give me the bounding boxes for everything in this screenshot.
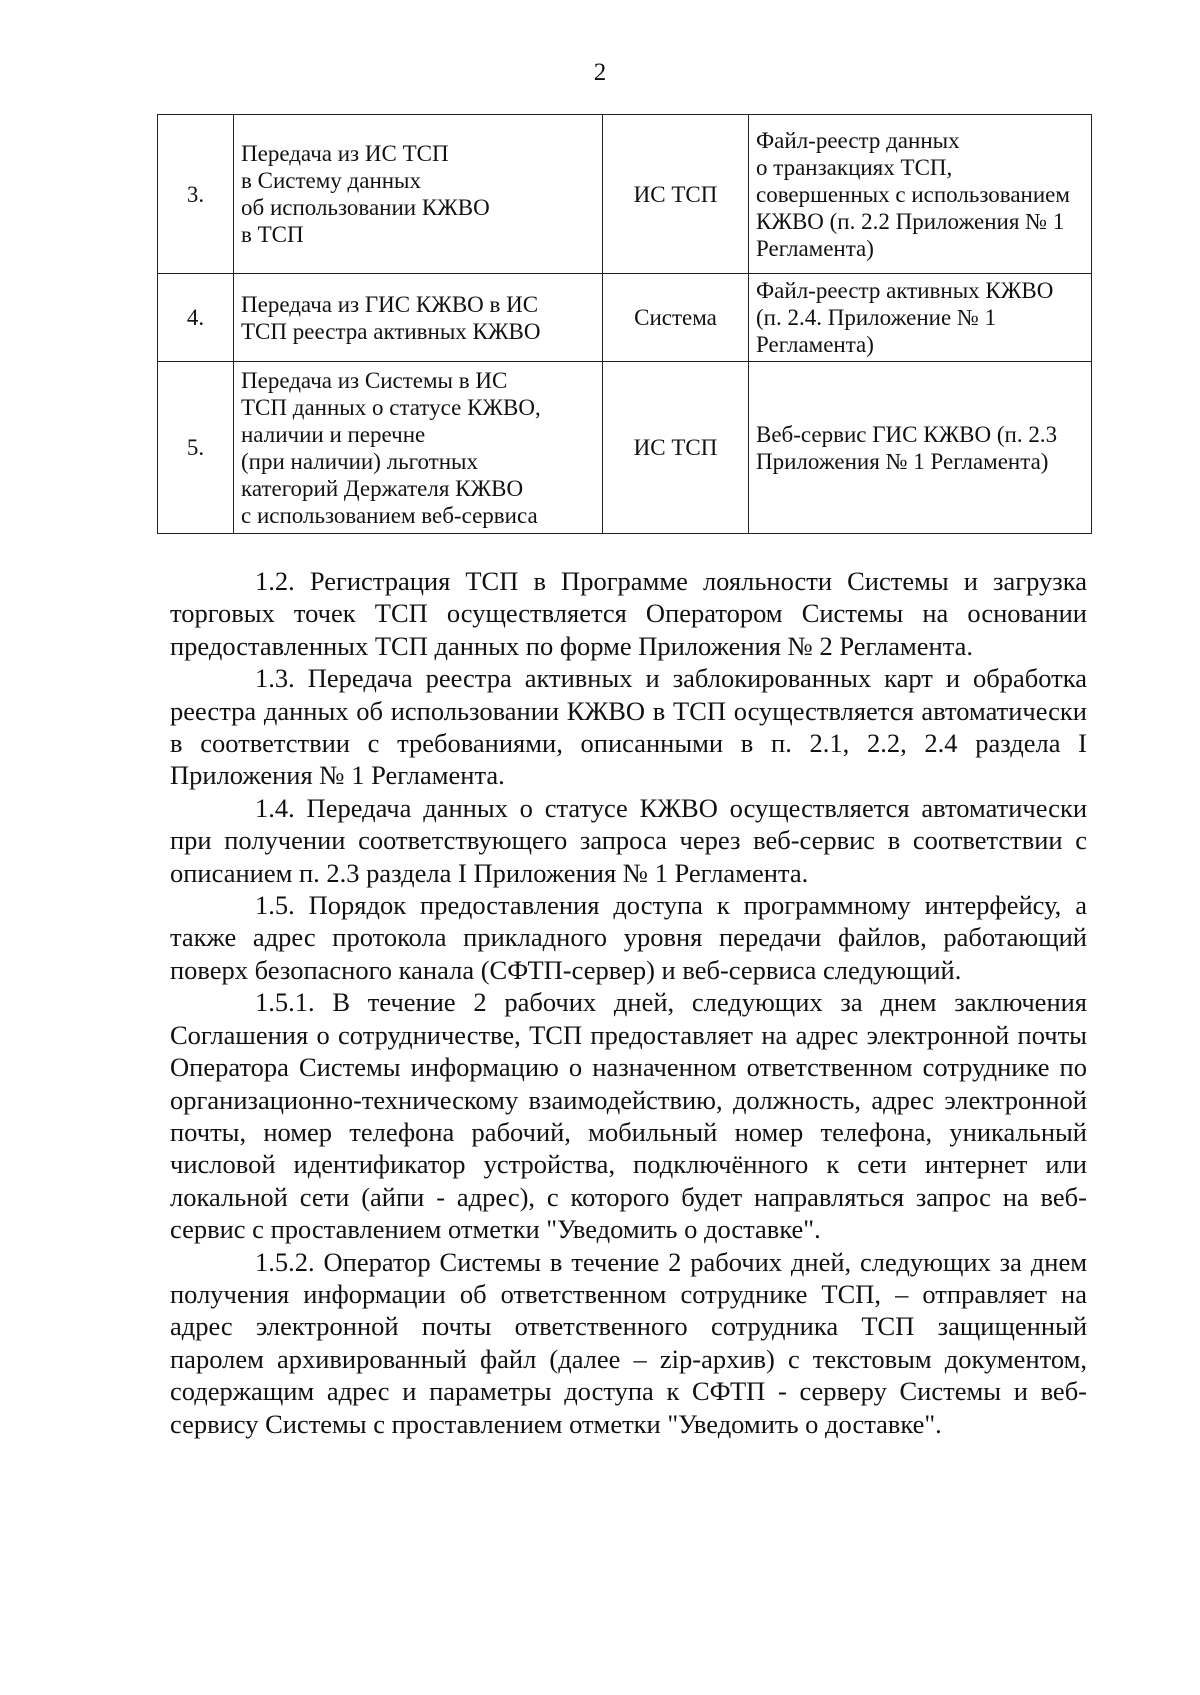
document-body <box>170 565 1087 1440</box>
row-source: ИС ТСП <box>603 362 749 534</box>
cell-line: (при наличии) льготных <box>241 448 478 474</box>
procedure-table <box>157 114 1092 534</box>
cell-line: (п. 2.4. Приложение № 1 <box>756 305 997 330</box>
cell-line: Передача из Системы в ИС <box>241 367 508 393</box>
row-number: 4. <box>158 274 234 362</box>
cell-line: с использованием веб-сервиса <box>241 502 538 528</box>
cell-line: о транзакциях ТСП, <box>756 154 953 180</box>
paragraph-1-5-2: 1.5.2. Оператор Системы в течение 2 рабочих дней, следующих за днем получения информации об ответственном сотруднике ТСП, – отправляет на адрес электронной почты ответственного сотрудника ТСП защищенный паролем архивированный файл (далее – zip-архив) с текстовым документом, содержащим адрес и параметры доступа к СФТП - серверу Системы и веб-сервису Системы с проставлением отметки "Уведомить о доставке". <box>170 1246 1087 1439</box>
cell-line: ТСП реестра активных КЖВО <box>241 318 541 344</box>
row-document <box>749 274 1092 362</box>
row-document <box>749 362 1092 534</box>
cell-line: в Систему данных <box>241 168 422 193</box>
cell-line: категорий Держателя КЖВО <box>241 475 524 501</box>
cell-line: Приложения № 1 Регламента) <box>756 448 1049 474</box>
table-row <box>158 115 1092 274</box>
row-description <box>234 362 603 534</box>
row-description <box>234 115 603 274</box>
row-document <box>749 115 1092 274</box>
cell-line: Файл-реестр данных <box>756 127 960 153</box>
cell-line: Веб-сервис ГИС КЖВО (п. 2.3 <box>756 421 1058 447</box>
cell-line: совершенных с использованием <box>756 181 1070 207</box>
row-number: 5. <box>158 362 234 534</box>
cell-line: в ТСП <box>241 222 304 247</box>
table-row <box>158 274 1092 362</box>
cell-line: КЖВО (п. 2.2 Приложения № 1 <box>756 208 1065 234</box>
page-number: 2 <box>593 59 607 86</box>
cell-line: Файл-реестр активных КЖВО <box>756 278 1054 303</box>
paragraph-1-5-1: 1.5.1. В течение 2 рабочих дней, следующих за днем заключения Соглашения о сотрудничестве, ТСП предоставляет на адрес электронной почты Оператора Системы информацию о назначенном ответственном сотруднике по организационно-техническому взаимодействию, должность, адрес электронной почты, номер телефона рабочий, мобильный номер телефона, уникальный числовой идентификатор устройства, подключённого к сети интернет или локальной сети (айпи - адрес), с которого будет направляться запрос на веб-сервис с проставлением отметки "Уведомить о доставке". <box>170 987 1087 1245</box>
row-source: ИС ТСП <box>603 115 749 274</box>
row-source: Система <box>603 274 749 362</box>
cell-line: ТСП данных о статусе КЖВО, <box>241 394 541 420</box>
cell-line: об использовании КЖВО <box>241 195 490 220</box>
paragraph-1-3: 1.3. Передача реестра активных и заблокированных карт и обработка реестра данных об использовании КЖВО в ТСП осуществляется автоматически в соответствии с требованиями, описанными в п. 2.1, 2.2, 2.4 раздела I Приложения № 1 Регламента. <box>170 663 1087 791</box>
cell-line: Регламента) <box>756 332 874 357</box>
row-number: 3. <box>158 115 234 274</box>
paragraph-1-5: 1.5. Порядок предоставления доступа к программному интерфейсу, а также адрес протокола прикладного уровня передачи файлов, работающий поверх безопасного канала (СФТП-сервер) и веб-сервиса следующий. <box>170 890 1087 985</box>
paragraph-1-4: 1.4. Передача данных о статусе КЖВО осуществляется автоматически при получении соответствующего запроса через веб-сервис в соответствии с описанием п. 2.3 раздела I Приложения № 1 Регламента. <box>170 792 1087 888</box>
cell-line: Передача из ГИС КЖВО в ИС <box>241 291 539 317</box>
cell-line: Регламента) <box>756 235 874 261</box>
table-row <box>158 362 1092 534</box>
cell-line: Передача из ИС ТСП <box>241 141 449 166</box>
row-description <box>234 274 603 362</box>
cell-line: наличии и перечне <box>241 421 426 447</box>
paragraph-1-2: 1.2. Регистрация ТСП в Программе лояльности Системы и загрузка торговых точек ТСП осуществляется Оператором Системы на основании предоставленных ТСП данных по форме Приложения № 2 Регламента. <box>170 566 1087 661</box>
